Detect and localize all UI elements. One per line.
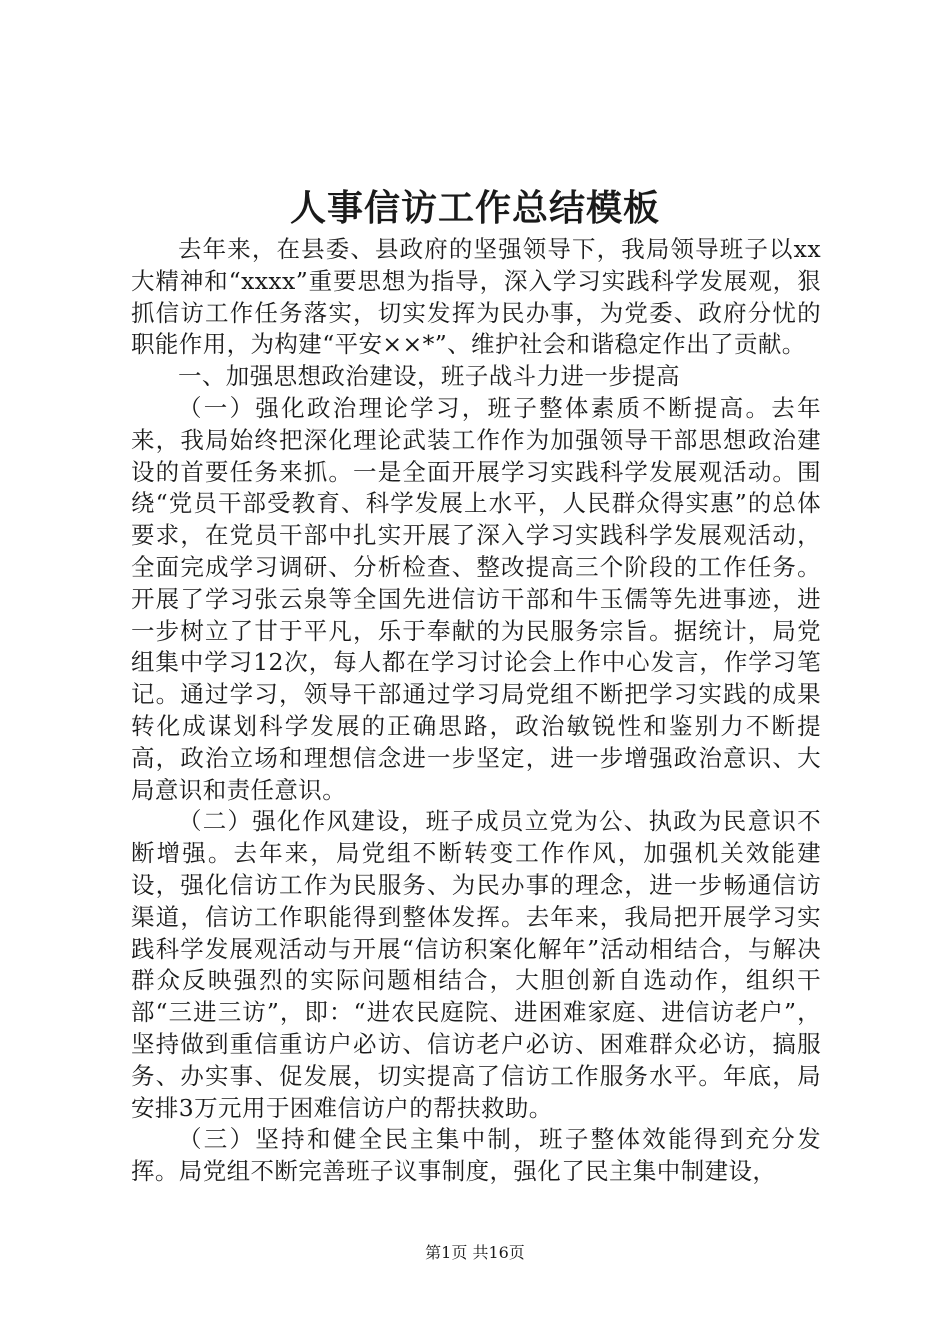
document-title: 人事信访工作总结模板: [289, 187, 660, 229]
section-heading-1: 一、加强思想政治建设，班子战斗力进一步提高: [178, 362, 680, 391]
paragraph-intro: 去年来，在县委、县政府的坚强领导下，我局领导班子以xx大精神和“xxxx”重要思想为指导，深入学习实践科学发展观，狠抓信访工作任务落实，切实发挥为民办事，为党委、政府分忧的职能作用，为构建“平安××*”、维护社会和谐稳定作出了贡献。: [131, 235, 821, 359]
document-body: [131, 234, 821, 1188]
paragraph-subsection-3: （三）坚持和健全民主集中制，班子整体效能得到充分发挥。局党组不断完善班子议事制度，强化了民主集中制建设，: [131, 1125, 821, 1186]
paragraph-subsection-1: （一）强化政治理论学习，班子整体素质不断提高。去年来，我局始终把深化理论武装工作作为加强领导干部思想政治建设的首要任务来抓。一是全面开展学习实践科学发展观活动。围绕“党员干部受教育、科学发展上水平，人民群众得实惠”的总体要求，在党员干部中扎实开展了深入学习实践科学发展观活动，全面完成学习调研、分析检查、整改提高三个阶段的工作任务。开展了学习张云泉等全国先进信访干部和牛玉儒等先进事迹，进一步树立了甘于平凡，乐于奉献的为民服务宗旨。据统计，局党组集中学习12次，每人都在学习讨论会上作中心发言，作学习笔记。通过学习，领导干部通过学习局党组不断把学习实践的成果转化成谋划科学发展的正确思路，政治敏锐性和鉴别力不断提高，政治立场和理想信念进一步坚定，进一步增强政治意识、大局意识和责任意识。: [131, 393, 821, 804]
paragraph-subsection-2: （二）强化作风建设，班子成员立党为公、执政为民意识不断增强。去年来，局党组不断转变工作作风，加强机关效能建设，强化信访工作为民服务、为民办事的理念，进一步畅通信访渠道，信访工作职能得到整体发挥。去年来，我局把开展学习实践科学发展观活动与开展“信访积案化解年”活动相结合，与解决群众反映强烈的实际问题相结合，大胆创新自选动作，组织干部“三进三访”，即：“进农民庭院、进困难家庭、进信访老户”，坚持做到重信重访户必访、信访老户必访、困难群众必访，搞服务、办实事、促发展，切实提高了信访工作服务水平。年底，局安排3万元用于困难信访户的帮扶救助。: [131, 807, 821, 1122]
page-number-footer: 第1页 共16页: [425, 1243, 525, 1262]
